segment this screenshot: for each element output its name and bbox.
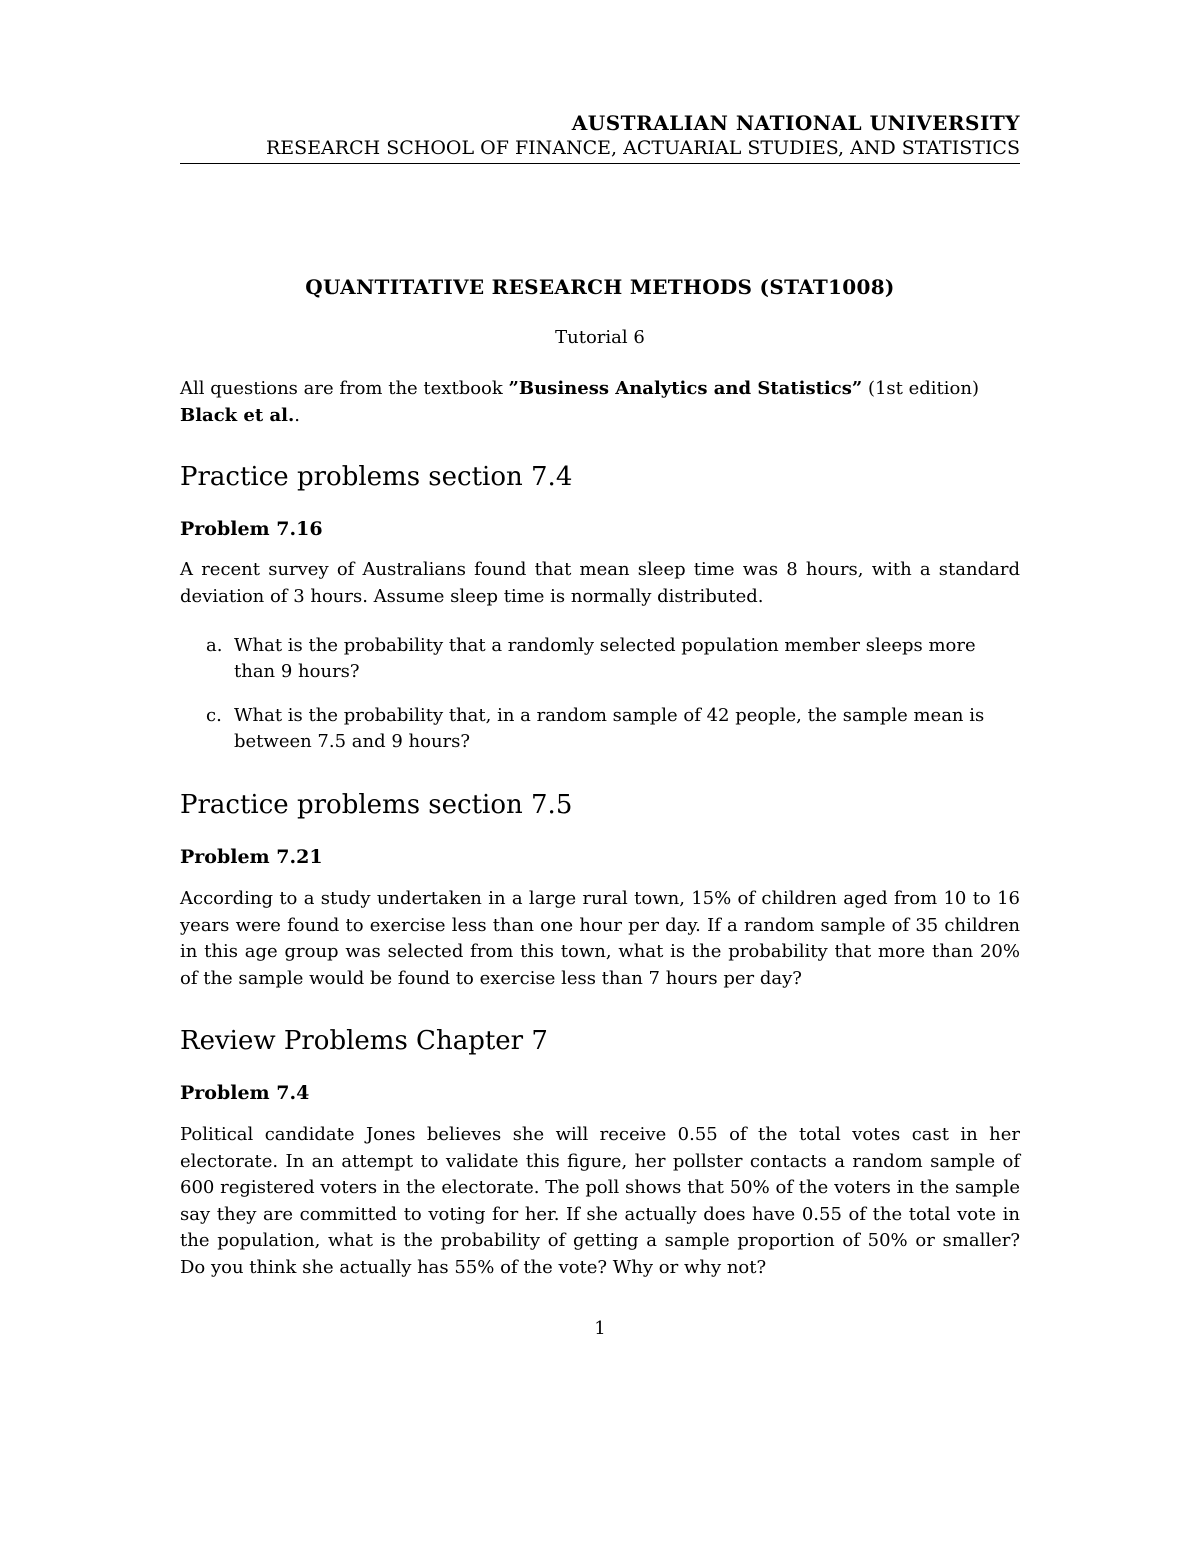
section-heading: Review Problems Chapter 7 bbox=[180, 1026, 548, 1056]
school-name: RESEARCH SCHOOL OF FINANCE, ACTUARIAL STUDIES, AND STATISTICS bbox=[180, 135, 1020, 164]
intro-prefix: All questions are from the textbook bbox=[180, 378, 509, 399]
section-heading: Practice problems section 7.4 bbox=[180, 462, 573, 492]
problem-heading: Problem 7.16 bbox=[180, 518, 323, 540]
problem-text: A recent survey of Australians found that mean sleep time was 8 hours, with a standard deviation of 3 hours. Assume sleep time is normally distributed. bbox=[180, 559, 1020, 607]
page-header bbox=[180, 111, 1020, 164]
book-authors: Black et al. bbox=[180, 405, 295, 426]
book-title: ”Business Analytics and Statistics” bbox=[508, 378, 863, 399]
list-item bbox=[206, 703, 1020, 755]
course-title: QUANTITATIVE RESEARCH METHODS (STAT1008) bbox=[305, 275, 895, 299]
problem-heading: Problem 7.21 bbox=[180, 846, 323, 868]
book-edition: (1st edition) bbox=[862, 378, 979, 399]
tutorial-number: Tutorial 6 bbox=[555, 327, 645, 348]
problem-heading: Problem 7.4 bbox=[180, 1082, 310, 1104]
intro-suffix: . bbox=[294, 405, 300, 426]
list-item-label: c. bbox=[206, 705, 222, 726]
list-item-label: a. bbox=[206, 635, 223, 656]
university-name: AUSTRALIAN NATIONAL UNIVERSITY bbox=[571, 111, 1020, 135]
intro-paragraph bbox=[180, 375, 1020, 429]
problem-text: Political candidate Jones believes she will receive 0.55 of the total votes cast in her electorate. In an attempt to validate this figure, her pollster contacts a random sample of 600 registered voters in the electorate. The poll shows that 50% of the voters in the sample say they are committed to voting for her. If she actually does have 0.55 of the total vote in the population, what is the probability of getting a sample proportion of 50% or smaller? Do you think she actually has 55% of the vote? Why or why not? bbox=[180, 1124, 1020, 1278]
problem-text: According to a study undertaken in a large rural town, 15% of children aged from 10 to 16 years were found to exercise less than one hour per day. If a random sample of 35 children in this age group was selected from this town, what is the probability that more than 20% of the sample would be found to exercise less than 7 hours per day? bbox=[180, 888, 1020, 989]
page-number: 1 bbox=[594, 1318, 606, 1339]
list-item-text: What is the probability that, in a random sample of 42 people, the sample mean is between 7.5 and 9 hours? bbox=[234, 705, 985, 752]
section-heading: Practice problems section 7.5 bbox=[180, 790, 573, 820]
list-item bbox=[206, 633, 1020, 685]
list-item-text: What is the probability that a randomly selected population member sleeps more than 9 hours? bbox=[234, 635, 976, 682]
